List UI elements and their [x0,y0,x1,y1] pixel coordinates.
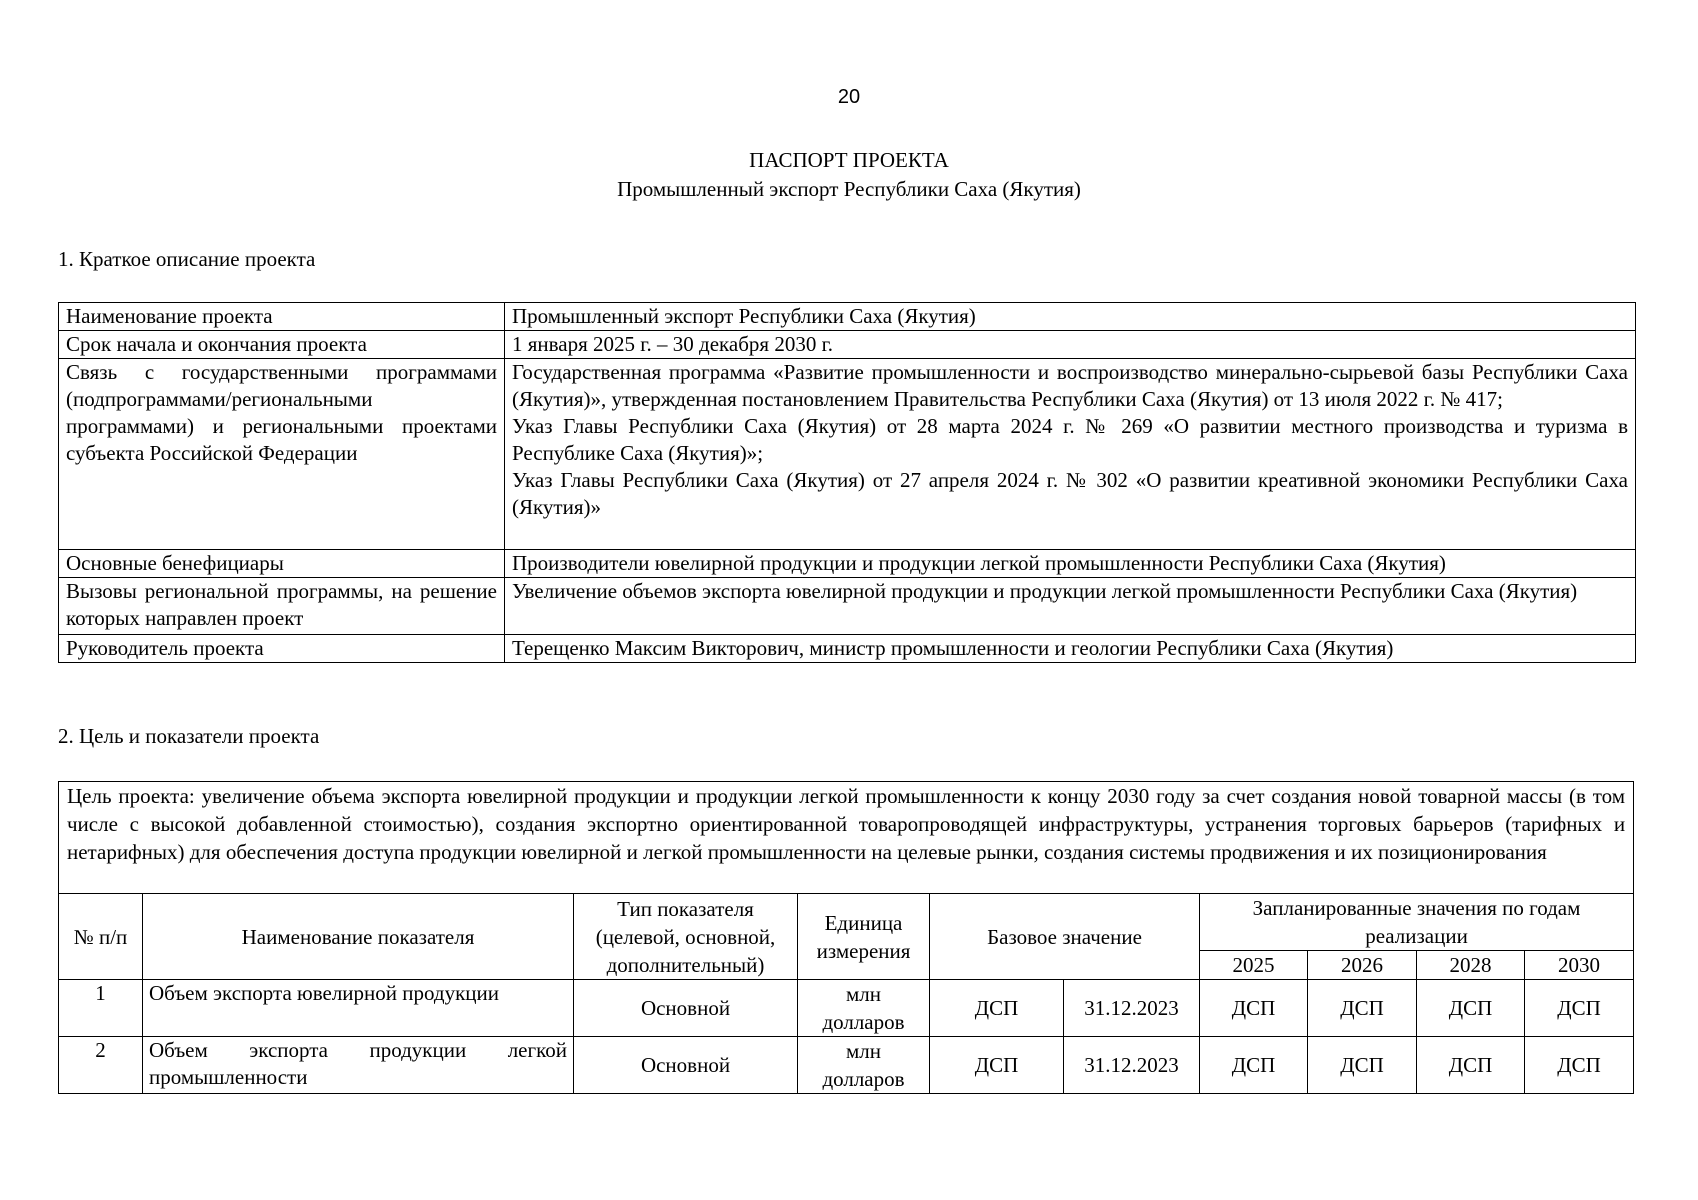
document-title: ПАСПОРТ ПРОЕКТА [749,148,949,172]
base-value: ДСП [930,1037,1064,1094]
table-row [59,303,1636,331]
indicator-type: Основной [574,1037,798,1094]
table-row [59,550,1636,578]
row-value [505,359,1636,550]
section-2-heading: 2. Цель и показатели проекта [58,724,320,748]
header-planned: Запланированные значения по годам реализации [1200,894,1634,951]
base-date: 31.12.2023 [1064,1037,1200,1094]
row-value: Увеличение объемов экспорта ювелирной продукции и продукции легкой промышленности Республики Саха (Якутия) [505,578,1636,635]
row-label: Наименование проекта [59,303,505,331]
planned-value: ДСП [1525,980,1634,1037]
table-row [59,635,1636,663]
row-label: Руководитель проекта [59,635,505,663]
planned-value: ДСП [1417,1037,1525,1094]
base-date: 31.12.2023 [1064,980,1200,1037]
row-number: 1 [59,980,143,1037]
section-1-heading: 1. Краткое описание проекта [58,247,316,271]
project-goal: Цель проекта: увеличение объема экспорта ювелирной продукции и продукции легкой промышленности к концу 2030 году за счет создания новой товарной массы (в том числе с высокой добавленной стоимостью), создания экспортно ориентированной товаропроводящей инфраструктуры, устранения торговых барьеров (тарифных и нетарифных) для обеспечения доступа продукции ювелирной и легкой промышленности на целевые рынки, создания системы продвижения и их позиционирования [59,782,1634,894]
document-subtitle: Промышленный экспорт Республики Саха (Якутия) [617,177,1081,201]
header-name: Наименование показателя [143,894,574,980]
program-item: Государственная программа «Развитие промышленности и воспроизводство минерально-сырьевой базы Республики Саха (Якутия)», утвержденная постановлением Правительства Республики Саха (Якутия) от 13 июля 2022 г. № 417; [512,360,1628,411]
page-number: 20 [837,86,861,108]
row-value: Промышленный экспорт Республики Саха (Якутия) [505,303,1636,331]
row-value: Терещенко Максим Викторович, министр промышленности и геологии Республики Саха (Якутия) [505,635,1636,663]
table-row [59,578,1636,635]
header-year: 2025 [1200,951,1308,980]
planned-value: ДСП [1308,1037,1417,1094]
document-title-block [0,146,1698,204]
header-year: 2030 [1525,951,1634,980]
planned-value: ДСП [1200,980,1308,1037]
program-item: Указ Главы Республики Саха (Якутия) от 28 марта 2024 г. № 269 «О развитии местного производства и туризма в Республике Саха (Якутия)»; [512,414,1628,465]
planned-value: ДСП [1200,1037,1308,1094]
indicator-unit: млн долларов [798,1037,930,1094]
table-row [59,359,1636,550]
table-row [59,980,1634,1037]
indicator-name: Объем экспорта ювелирной продукции [143,980,574,1037]
indicator-type: Основной [574,980,798,1037]
header-row [59,894,1634,951]
base-value: ДСП [930,980,1064,1037]
row-value: 1 января 2025 г. – 30 декабря 2030 г. [505,331,1636,359]
program-item: Указ Главы Республики Саха (Якутия) от 27 апреля 2024 г. № 302 «О развитии креативной экономики Республики Саха (Якутия)» [512,468,1628,519]
goal-row [59,782,1634,894]
header-num: № п/п [59,894,143,980]
row-number: 2 [59,1037,143,1094]
planned-value: ДСП [1525,1037,1634,1094]
row-label: Срок начала и окончания проекта [59,331,505,359]
row-label: Связь с государственными программами (подпрограммами/региональными программами) и региональными проектами субъекта Российской Федерации [59,359,505,550]
header-year: 2028 [1417,951,1525,980]
indicators-table [58,781,1634,1094]
planned-value: ДСП [1417,980,1525,1037]
header-base: Базовое значение [930,894,1200,980]
table-row [59,331,1636,359]
row-value: Производители ювелирной продукции и продукции легкой промышленности Республики Саха (Якутия) [505,550,1636,578]
header-year: 2026 [1308,951,1417,980]
row-label: Вызовы региональной программы, на решение которых направлен проект [59,578,505,635]
row-label: Основные бенефициары [59,550,505,578]
header-unit: Единица измерения [798,894,930,980]
header-type: Тип показателя (целевой, основной, дополнительный) [574,894,798,980]
table-row [59,1037,1634,1094]
indicator-name: Объем экспорта продукции легкой промышленности [143,1037,574,1094]
project-description-table [58,302,1636,663]
indicator-unit: млн долларов [798,980,930,1037]
planned-value: ДСП [1308,980,1417,1037]
